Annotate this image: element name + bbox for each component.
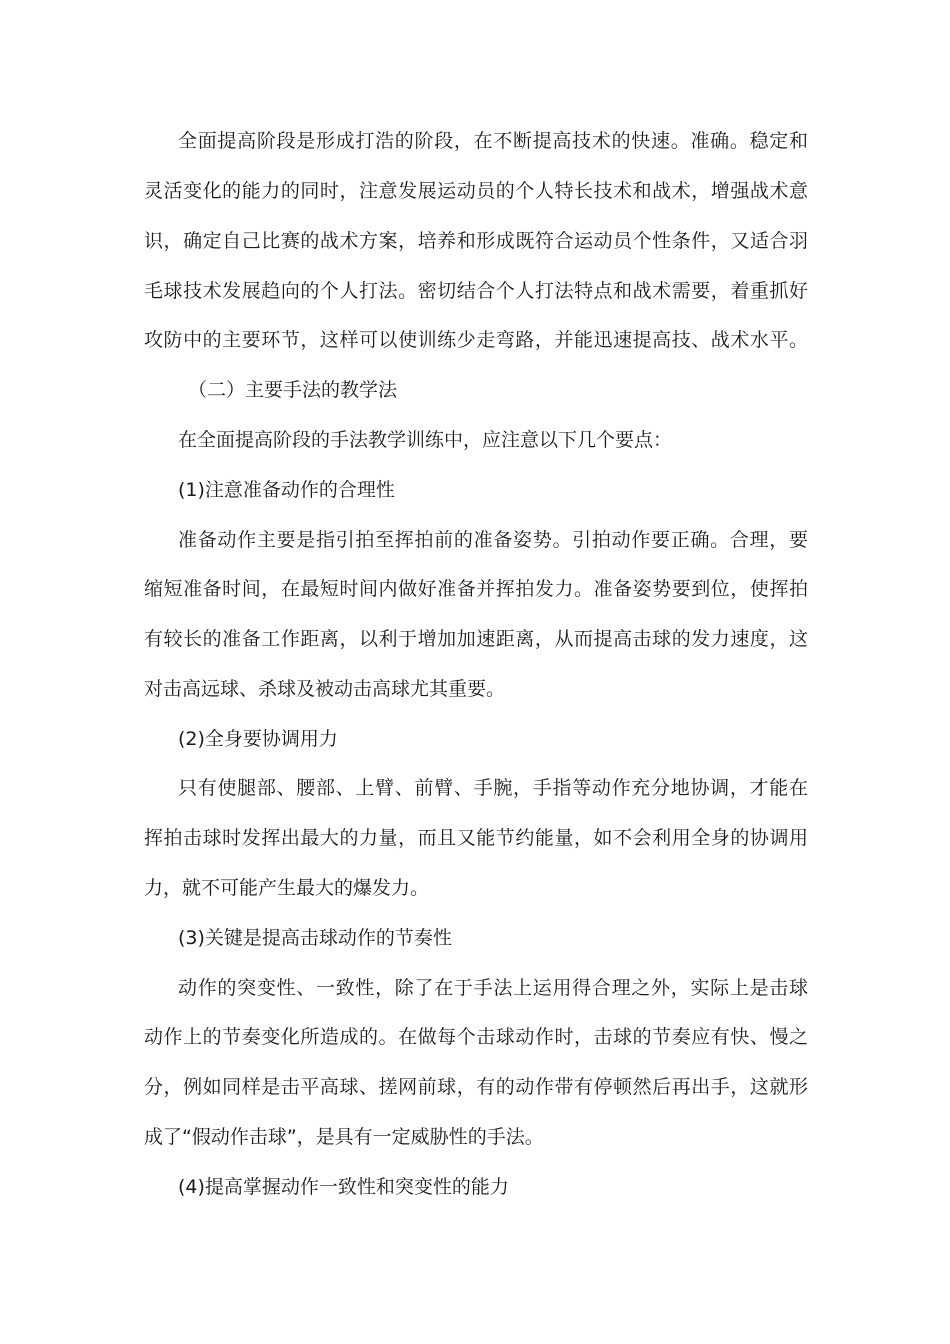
point-title: (1)注意准备动作的合理性 (178, 479, 395, 501)
paragraph-line: 只有使腿部、腰部、上臂、前臂、手腕，手指等动作充分地协调，才能在 (178, 777, 808, 799)
paragraph-line: 识，确定自己比赛的战术方案，培养和形成既符合运动员个性条件，又适合羽 (144, 230, 808, 252)
paragraph-line: 对击高远球、杀球及被动击高球尤其重要。 (144, 678, 506, 700)
paragraph-line: 准备动作主要是指引拍至挥拍前的准备姿势。引拍动作要正确。合理，要 (178, 529, 808, 551)
paragraph-line: 成了“假动作击球”，是具有一定威胁性的手法。 (144, 1126, 544, 1148)
point-title: (3)关键是提高击球动作的节奏性 (178, 927, 452, 949)
paragraph-line: 有较长的准备工作距离，以利于增加加速距离，从而提高击球的发力速度，这 (144, 628, 808, 650)
point-title: (2)全身要协调用力 (178, 728, 338, 750)
paragraph-line: 攻防中的主要环节，这样可以使训练少走弯路，并能迅速提高技、战术水平。 (144, 329, 808, 351)
paragraph-line: 力，就不可能产生最大的爆发力。 (144, 877, 430, 899)
paragraph-line: 灵活变化的能力的同时，注意发展运动员的个人特长技术和战术，增强战术意 (144, 180, 808, 202)
paragraph-line: 动作的突变性、一致性，除了在于手法上运用得合理之外，实际上是击球 (178, 977, 808, 999)
paragraph-line: 挥拍击球时发挥出最大的力量，而且又能节约能量，如不会利用全身的协调用 (144, 827, 808, 849)
point-title: (4)提高掌握动作一致性和突变性的能力 (178, 1176, 509, 1198)
paragraph-line: 分，例如同样是击平高球、搓网前球，有的动作带有停顿然后再出手，这就形 (144, 1076, 808, 1098)
intro-text: 在全面提高阶段的手法教学训练中，应注意以下几个要点： (178, 429, 673, 451)
paragraph-line: 毛球技术发展趋向的个人打法。密切结合个人打法特点和战术需要，着重抓好 (144, 280, 808, 302)
section-heading: （二）主要手法的教学法 (188, 379, 398, 401)
paragraph-line: 全面提高阶段是形成打浩的阶段，在不断提高技术的快速。准确。稳定和 (178, 130, 808, 152)
paragraph-line: 动作上的节奏变化所造成的。在做每个击球动作时，击球的节奏应有快、慢之 (144, 1026, 808, 1048)
paragraph-line: 缩短准备时间，在最短时间内做好准备并挥拍发力。准备姿势要到位，使挥拍 (144, 578, 808, 600)
